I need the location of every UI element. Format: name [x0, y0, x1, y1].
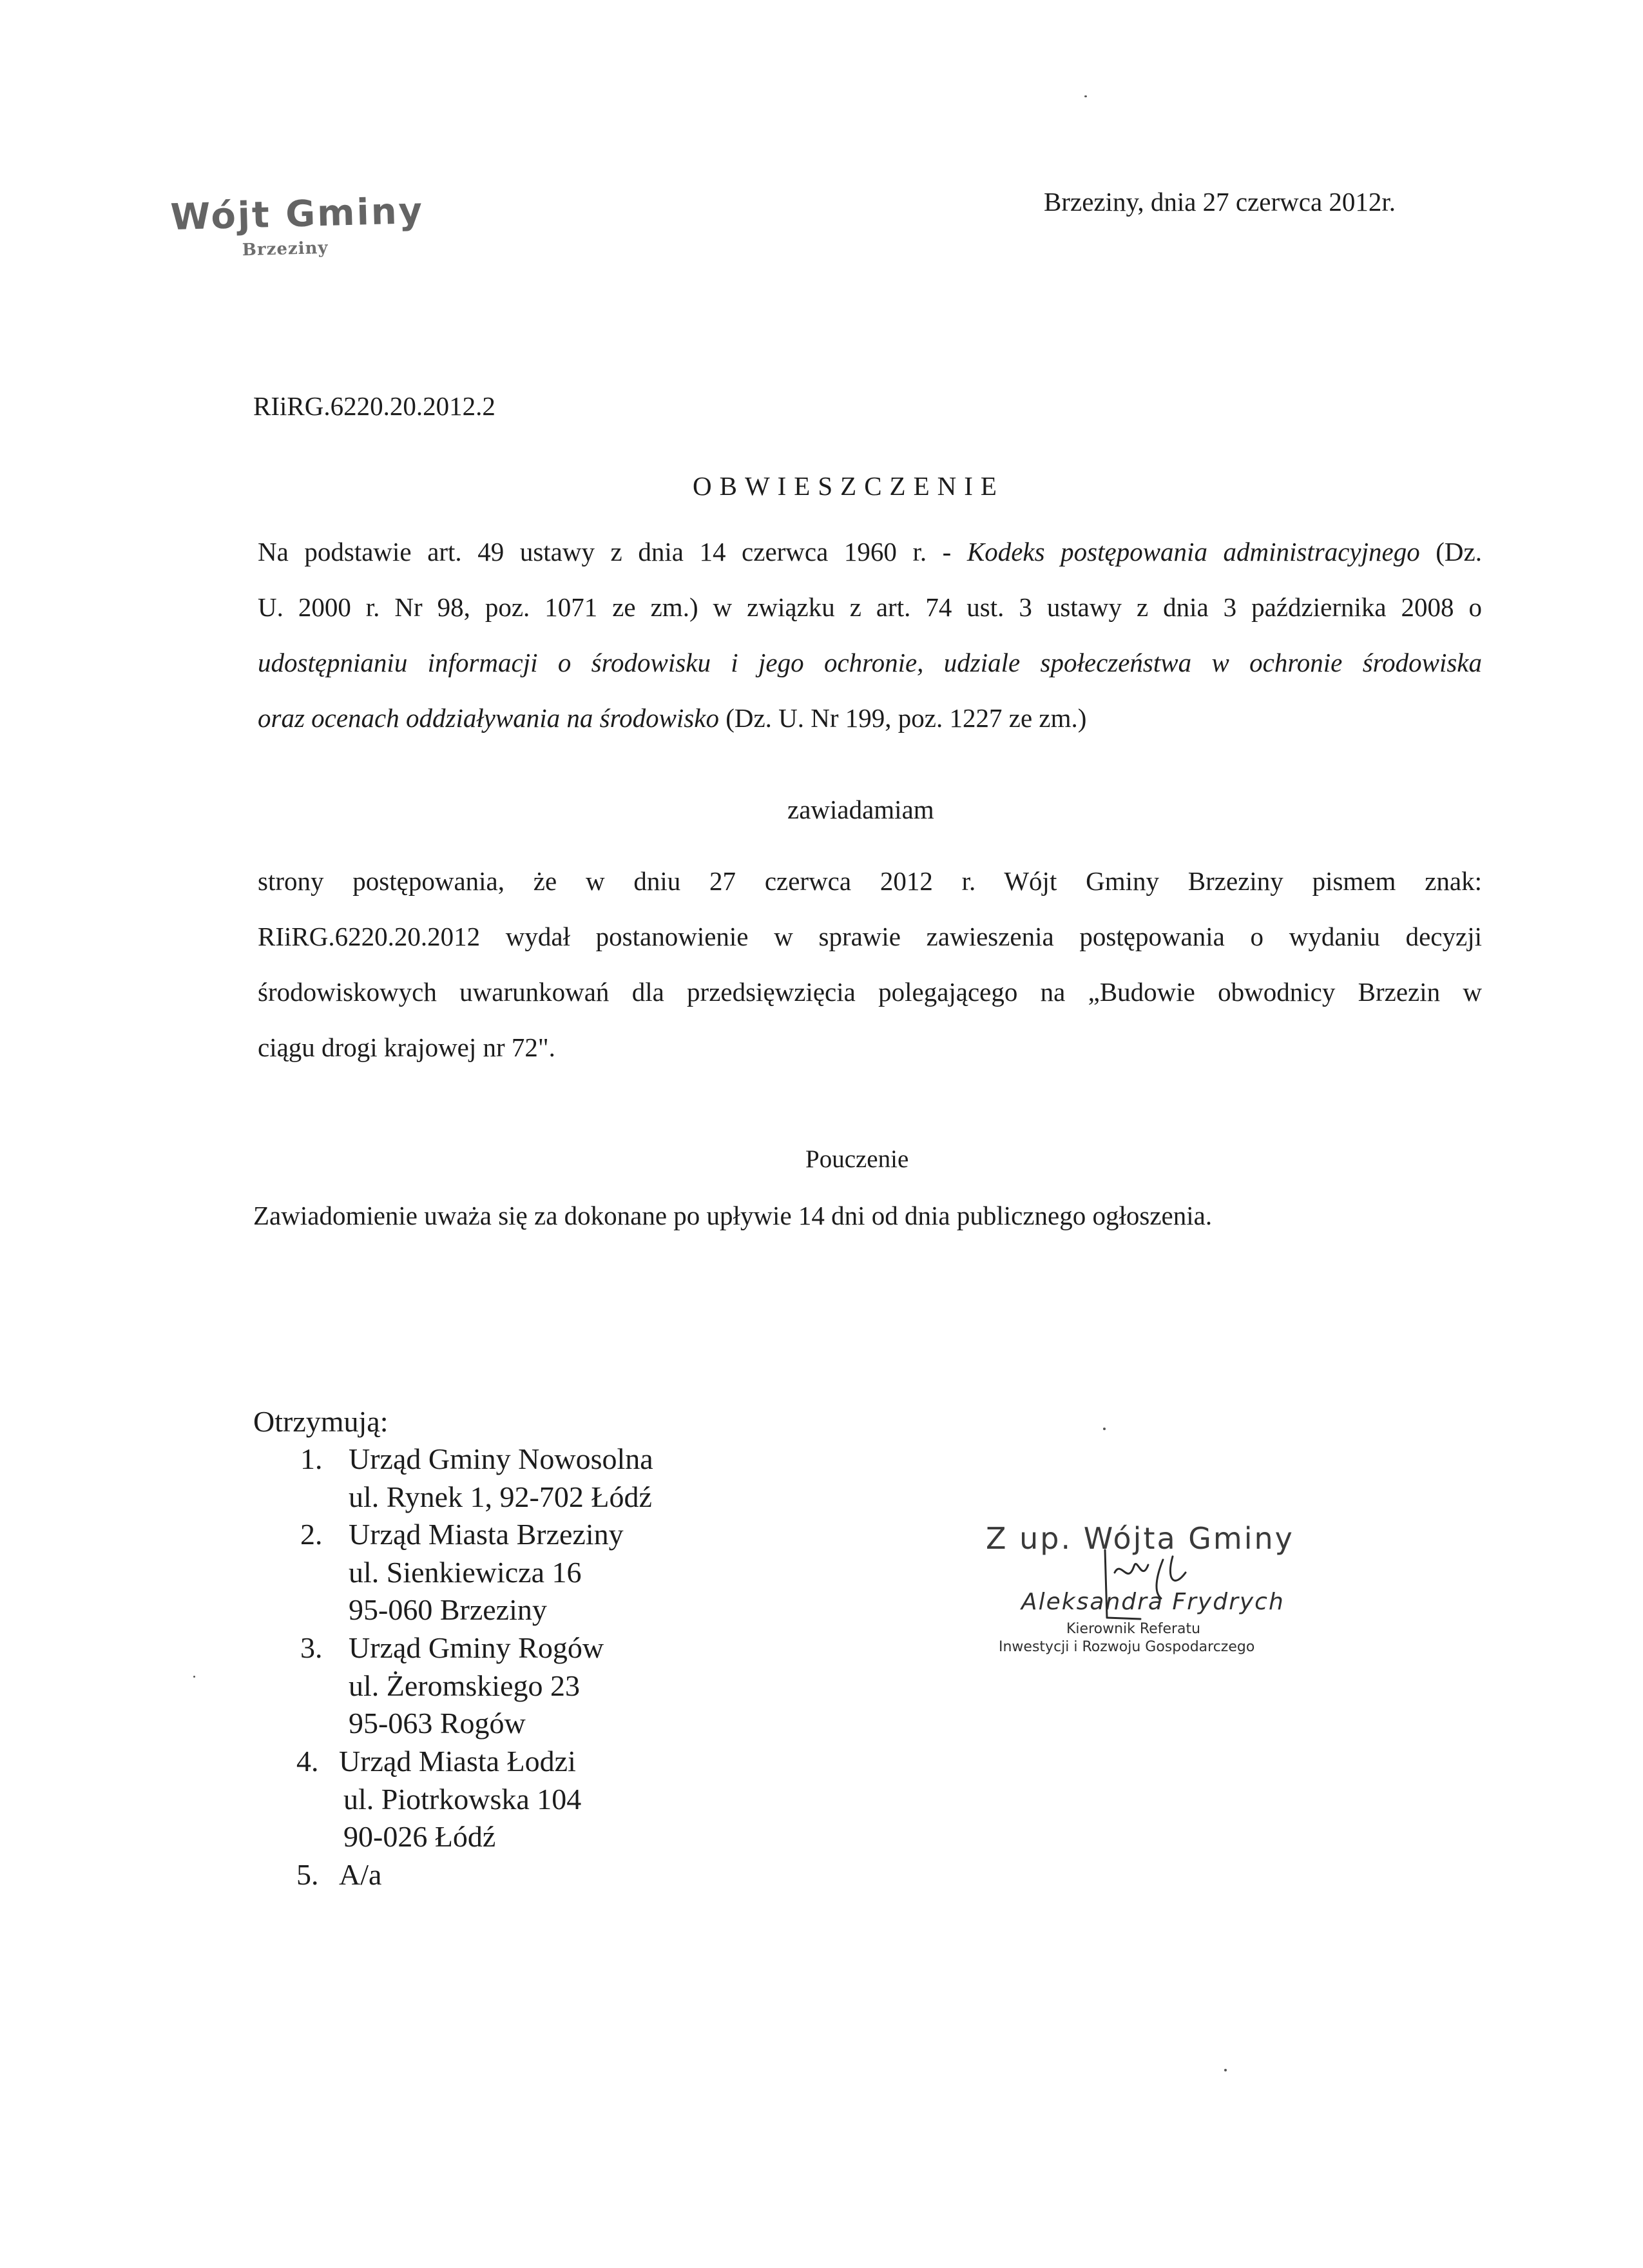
body-line-4: ciągu drogi krajowej nr 72". [258, 1032, 555, 1062]
recipient-line: Urząd Gminy Rogów [349, 1631, 604, 1664]
recipient-line: ul. Sienkiewicza 16 [349, 1556, 582, 1589]
document-title: OBWIESZCZENIE [693, 471, 1004, 501]
header-stamp-line1: Wójt Gminy [169, 189, 425, 239]
recipient-line: Urząd Miasta Łodzi [339, 1745, 576, 1778]
body-line-3: środowiskowych uwarunkowań dla przedsięwzięcia polegającego na „Budowie obwodnicy Brzezin w [258, 977, 1482, 1007]
recipients-header: Otrzymują: [253, 1405, 389, 1438]
scan-speck [193, 1676, 195, 1678]
recipient-number: 3. [300, 1631, 323, 1664]
recipient-line: 95-060 Brzeziny [349, 1593, 547, 1626]
legal-basis-line-1 [258, 536, 1482, 567]
recipient-line: A/a [339, 1858, 382, 1891]
notify-word: zawiadamiam [787, 795, 934, 824]
act-title: udostępnianiu informacji o środowisku i jego ochronie, udziale społeczeństwa w ochronie środowiska [258, 648, 1482, 677]
legal-basis-line-3 [258, 647, 1482, 678]
scan-speck [1224, 2069, 1227, 2071]
date-line: Brzeziny, dnia 27 czerwca 2012r. [1044, 187, 1396, 217]
scan-speck [1103, 1428, 1106, 1430]
reference-number: RIiRG.6220.20.2012.2 [253, 391, 495, 421]
header-stamp-line2: Brzeziny [242, 238, 329, 260]
legal-basis-line-2: U. 2000 r. Nr 98, poz. 1071 ze zm.) w związku z art. 74 ust. 3 ustawy z dnia 3 października 2008 o [258, 592, 1482, 622]
act-title-end: oraz ocenach oddziaływania na środowisko [258, 703, 719, 733]
recipient-line: Urząd Miasta Brzeziny [349, 1518, 624, 1551]
instruction-text: Zawiadomienie uważa się za dokonane po upływie 14 dni od dnia publicznego ogłoszenia. [253, 1201, 1213, 1230]
signature-stamp-line1: Z up. Wójta Gminy [986, 1521, 1294, 1556]
recipient-line: 95-063 Rogów [349, 1707, 526, 1740]
header-stamp [170, 190, 425, 262]
recipient-number: 2. [300, 1518, 323, 1551]
legal-basis-text: (Dz. U. Nr 199, poz. 1227 ze zm.) [718, 703, 1087, 733]
signer-role-2: Inwestycji i Rozwoju Gospodarczego [999, 1639, 1255, 1655]
body-line-1: strony postępowania, że w dniu 27 czerwca 2012 r. Wójt Gminy Brzeziny pismem znak: [258, 866, 1482, 896]
legal-basis-text: Na podstawie art. 49 ustawy z dnia 14 czerwca 1960 r. - [258, 537, 967, 567]
body-line-2: RIiRG.6220.20.2012 wydał postanowienie w sprawie zawieszenia postępowania o wydaniu decyzji [258, 922, 1482, 951]
recipient-line: 90-026 Łódź [343, 1820, 496, 1853]
recipient-line: ul. Żeromskiego 23 [349, 1669, 580, 1702]
recipient-line: ul. Piotrkowska 104 [343, 1783, 582, 1816]
recipient-number: 5. [296, 1858, 319, 1891]
signer-role-1: Kierownik Referatu [1066, 1621, 1201, 1637]
code-title: Kodeks postępowania administracyjnego [966, 537, 1420, 567]
signer-name: Aleksandra Frydrych [1021, 1589, 1285, 1615]
recipient-number: 1. [300, 1442, 323, 1475]
legal-basis-text: (Dz. [1419, 537, 1482, 567]
legal-basis-line-4 [258, 703, 1482, 733]
recipient-number: 4. [296, 1745, 319, 1778]
scan-speck [1084, 95, 1087, 97]
instruction-heading: Pouczenie [805, 1145, 909, 1173]
recipient-line: Urząd Gminy Nowosolna [349, 1442, 653, 1475]
recipient-line: ul. Rynek 1, 92-702 Łódź [349, 1480, 652, 1513]
